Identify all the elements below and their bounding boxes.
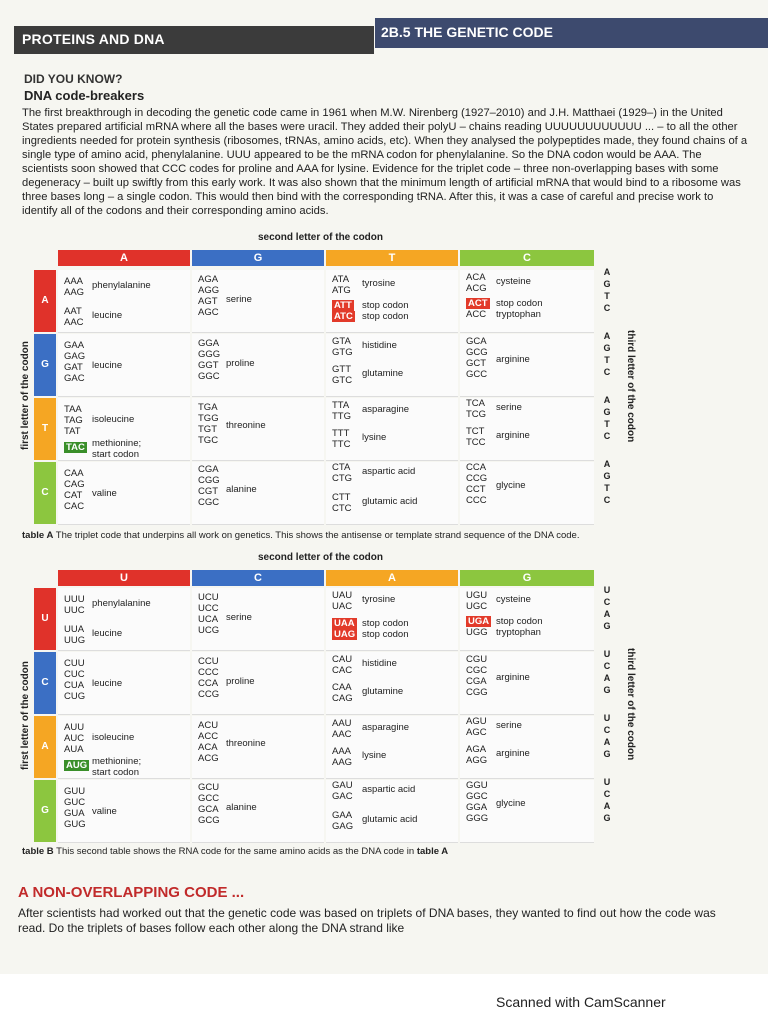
table-b-cell: GGU GGC GGA GGG glycine (460, 780, 594, 843)
table-a-third-letter-label: third letter of the codon (625, 330, 636, 443)
table-a-cell: GAA GAG GAT GAC leucine (58, 334, 190, 397)
table-b-row-header: G (34, 780, 56, 842)
table-b-cell: GCU GCC GCA GCG alanine (192, 780, 324, 843)
table-b-cell: UGU UGC cysteine UGA UGG stop codon tryptophan (460, 588, 594, 651)
table-b-cell: CCU CCC CCA CCG proline (192, 652, 324, 715)
table-a-cell: AGA AGG AGT AGC serine (192, 270, 324, 333)
table-a-row-header: A (34, 270, 56, 332)
table-a-cell: CTA CTG aspartic acid CTT CTC glutamic acid (326, 462, 458, 525)
table-b-cell: UCU UCC UCA UCG serine (192, 588, 324, 651)
table-a-third-letters: A G T C (603, 395, 611, 441)
table-b-third-letters: U C A G (603, 585, 611, 631)
table-a-cell: GCA GCG GCT GCC arginine (460, 334, 594, 397)
table-a-second-letter-label: second letter of the codon (258, 232, 384, 243)
table-b-col-header: G (460, 570, 594, 586)
table-b-second-letter-label: second letter of the codon (258, 552, 384, 563)
table-b-cell: CUU CUC CUA CUG leucine (58, 652, 190, 715)
table-b-cell: AGU AGC serine AGA AGG arginine (460, 716, 594, 779)
table-a-third-letters: A G T C (603, 331, 611, 377)
scanner-footer (0, 974, 768, 1024)
table-b-cell: UUU UUC phenylalanine UUA UUG leucine (58, 588, 190, 651)
table-a-third-letters: A G T C (603, 267, 611, 313)
table-a-col-header: T (326, 250, 458, 266)
table-a-cell: TAA TAG TAT isoleucine TAC methionine; start codon (58, 398, 190, 461)
table-a-cell: ATA ATG tyrosine ATT ATC stop codon stop codon (326, 270, 458, 333)
table-a-cell: GGA GGG GGT GGC proline (192, 334, 324, 397)
table-a-cell: TCA TCG serine TCT TCC arginine (460, 398, 594, 461)
chapter-title: PROTEINS AND DNA (22, 31, 165, 47)
table-b-col-header: A (326, 570, 458, 586)
table-b-third-letters: U C A G (603, 649, 611, 695)
table-a-cell: TTA TTG asparagine TTT TTC lysine (326, 398, 458, 461)
box-paragraph: The first breakthrough in decoding the genetic code came in 1961 when M.W. Nirenberg (1927–2010) and J.H. Matthaei (1929–) in the United States prepared artificial mRNA where all the bases were uracil. They added their polyU – chains reading UUUUUUUUUUUU ... – to all the other ingredients needed for protein synthesis (ribosomes, tRNAs, amino acids, etc). When they analysed the polypeptides made, they found chains of a single type of amino acid, phenylalanine. UUU appeared to be the mRNA codon for phenylalanine. So the DNA codon would be AAA. The scientists soon showed that CCC codes for proline and AAA for lysine. Evidence for the triplet code – three non-overlapping bases with some degeneracy – built up swiftly from this early work. It was also shown that the minimum length of artificial mRNA that would bind to a ribosome was three bases long – a single codon. This would then bind with the corresponding tRNA. After this, it was a case of careful and precise work to identify all of the codons and their corresponding amino acids. (22, 107, 748, 217)
table-b-cell: GUU GUC GUA GUG valine (58, 780, 190, 843)
table-b-col-header: C (192, 570, 324, 586)
table-a-first-letter-label: first letter of the codon (20, 341, 31, 450)
table-a-row-header: C (34, 462, 56, 524)
table-b-third-letter-label: third letter of the codon (625, 648, 636, 761)
table-a-cell: CCA CCG CCT CCC glycine (460, 462, 594, 525)
box-subtitle: DNA code-breakers (24, 88, 145, 103)
table-a-cell: CGA CGG CGT CGC alanine (192, 462, 324, 525)
table-b-cell: AAU AAC asparagine AAA AAG lysine (326, 716, 458, 779)
table-a-cell: TGA TGG TGT TGC threonine (192, 398, 324, 461)
section-paragraph: After scientists had worked out that the genetic code was based on triplets of DNA bases, they wanted to find out how the code was read. Do the triplets of bases follow each other along the DNA strand like (18, 906, 716, 935)
table-b-cell: AUU AUC AUA isoleucine AUG methionine; start codon (58, 716, 190, 779)
section-title: 2B.5 THE GENETIC CODE (381, 24, 553, 40)
table-a-col-header: G (192, 250, 324, 266)
table-a-cell: CAA CAG CAT CAC valine (58, 462, 190, 525)
table-a-row-header: T (34, 398, 56, 460)
table-b-cell: CAU CAC histidine CAA CAG glutamine (326, 652, 458, 715)
table-b-third-letters: U C A G (603, 777, 611, 823)
table-b-first-letter-label: first letter of the codon (20, 661, 31, 770)
table-a-cell: AAA AAG phenylalanine AAT AAC leucine (58, 270, 190, 333)
table-a-col-header: C (460, 250, 594, 266)
table-b-third-letters: U C A G (603, 713, 611, 759)
table-b-row-header: A (34, 716, 56, 778)
table-a-col-header: A (58, 250, 190, 266)
section-heading: A NON-OVERLAPPING CODE ... (18, 884, 245, 901)
table-a-caption: table A The triplet code that underpins all work on genetics. This shows the antisense or template strand sequence of the DNA code. (22, 530, 580, 541)
scanner-watermark: Scanned with CamScanner (496, 994, 666, 1010)
table-b-row-header: U (34, 588, 56, 650)
table-b-col-header: U (58, 570, 190, 586)
table-b-caption: table B This second table shows the RNA code for the same amino acids as the DNA code in table A (22, 846, 449, 857)
table-b-cell: UAU UAC tyrosine UAA UAG stop codon stop codon (326, 588, 458, 651)
section-header (375, 18, 768, 48)
table-a-third-letters: A G T C (603, 459, 611, 505)
chapter-header (14, 26, 374, 54)
table-b-cell: CGU CGC CGA CGG arginine (460, 652, 594, 715)
table-b-row-header: C (34, 652, 56, 714)
table-a-row-header: G (34, 334, 56, 396)
did-you-know-label: DID YOU KNOW? (24, 72, 123, 86)
table-b-cell: ACU ACC ACA ACG threonine (192, 716, 324, 779)
table-a-cell: ACA ACG cysteine ACT ACC stop codon tryptophan (460, 270, 594, 333)
table-a-cell: GTA GTG histidine GTT GTC glutamine (326, 334, 458, 397)
table-b-cell: GAU GAC aspartic acid GAA GAG glutamic acid (326, 780, 458, 843)
